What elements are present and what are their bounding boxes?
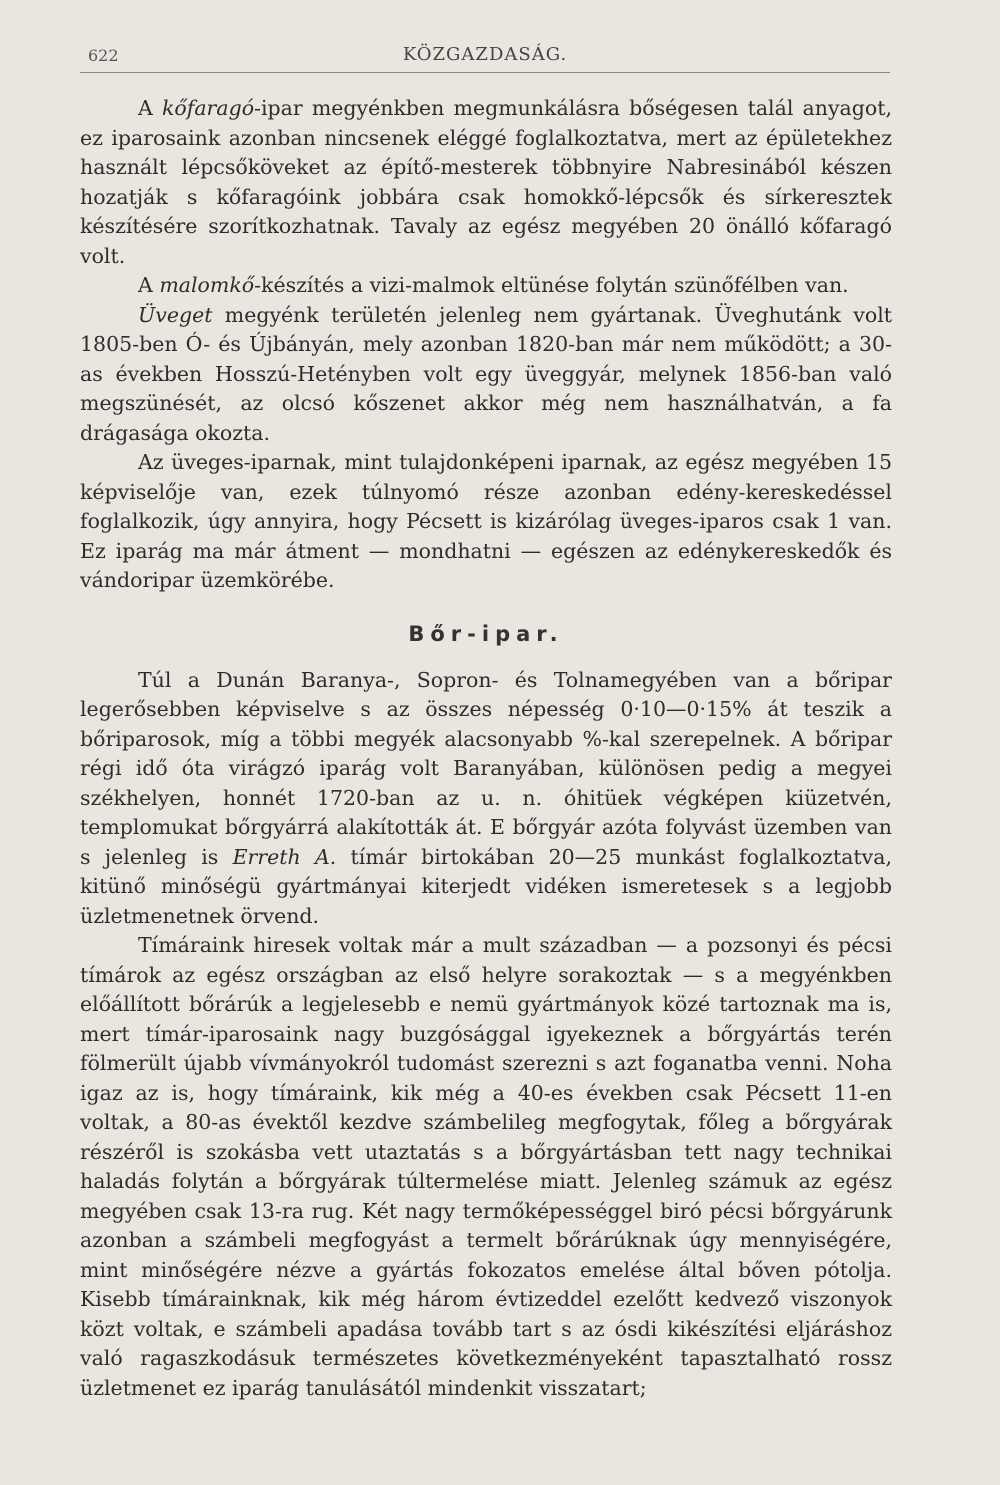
- paragraph-malomko: A malomkő-készítés a vizi-malmok eltünése folytán szünőfélben van.: [138, 273, 849, 297]
- emphasis-term: Üveget: [138, 302, 213, 327]
- emphasis-term: malomkő: [159, 273, 255, 297]
- running-title: KÖZGAZDASÁG.: [402, 44, 568, 65]
- emphasis-term: kőfaragó: [161, 96, 255, 120]
- paragraph-uveg: Üveget megyénk területén jelenleg nem gyártanak. Üveghutánk volt 1805-ben Ó- és Újbányán, mely azonban 1820-ban már nem működött; a 30-as években Hosszú-Hetényben volt egy üveggyár, melynek 1856-ban való megszünését, az olcsó kőszenet akkor még nem használhatván, a fa drágasága okozta.: [80, 302, 892, 445]
- paragraph-uveges-ipar: Az üveges-iparnak, mint tulajdonképeni iparnak, az egész megyében 15 képviselője van, ezek túlnyomó része azonban edény-kereskedéssel foglalkozik, úgy annyira, hogy Pécsett is kizárólag üveges-iparos csak 1 van. Ez iparág ma már átment — mondhatni — egészen az edénykereskedők és vándoripar üzemkörébe.: [80, 450, 892, 592]
- paragraph-kofarago: A kőfaragó-ipar megyénkben megmunkálásra bőségesen talál anyagot, ez iparosaink azonban nincsenek eléggé foglalkoztatva, mert az épületekhez használt lépcsőköveket az építő-mesterek többnyire Nabresinából készen hozatják s kőfaragóink jobbára csak homokkő-lépcsők és sírkeresztek készítésére szorítkozhatnak. Tavaly az egész megyében 20 önálló kőfaragó volt.: [80, 96, 892, 268]
- page-header: [80, 44, 890, 73]
- paragraph-timaraink: Tímáraink hiresek voltak már a mult században — a pozsonyi és pécsi tímárok az egész országban az első helyre sorakoztak — s a megyénkben előállított bőrárúk a legjelesebb e nemü gyártmányok közé tartoznak ma is, mert tímár-iparosaink nagy buzgósággal igyekeznek a bőrgyártás terén fölmerült újabb vívmányokról tudomást szerezni s azt foganatba venni. Noha igaz az is, hogy tímáraink, kik még a 40-es években csak Pécsett 11-en voltak, a 80-as évektől kezdve számbelileg megfogytak, főleg a bőrgyárak részéről is szokásba vett utaztatás s a bőrgyártásban tett nagy technikai haladás folytán a bőrgyárak túltermelése miatt. Jelenleg számuk az egész megyében csak 13-ra rug. Két nagy termőképességgel biró pécsi bőrgyárunk azonban a számbeli megfogyást a termelt bőrárúknak úgy mennyiségére, mint minőségére nézve a gyártás fokozatos emelése által bőven pótolja. Kisebb tímárainknak, kik még három évtizeddel ezelőtt kedvező viszonyok közt voltak, e számbeli apadása tovább tart s az ósdi kikészítési eljáráshoz való ragaszkodásuk természetes következményeként tapasztalható rossz üzletmenet ez iparág tanulásától mindenkit visszatart;: [80, 933, 892, 1400]
- section-heading: Bőr-ipar.: [408, 621, 564, 646]
- paragraph-boripar: Túl a Dunán Baranya-, Sopron- és Tolnamegyében van a bőripar legerősebben képviselve s az összes népesség 0·10—0·15% át teszik a bőriparosok, míg a többi megyék alacsonyabb %-kal szerepelnek. A bőripar régi idő óta virágzó iparág volt Baranyában, különösen pedig a megyei székhelyen, honnét 1720-ban az u. n. óhitüek végképen kiüzetvén, templomukat bőrgyárrá alakították át. E bőrgyár azóta folyvást üzemben van s jelenleg is Erreth A. tímár birtokában 20—25 munkást foglalkoztatva, kitünő minőségü gyártmányai kiterjedt vidéken ismeretesek s a legjobb üzletmenetnek örvend.: [80, 667, 892, 928]
- page-number: 622: [88, 46, 119, 65]
- emphasis-name: Erreth A.: [232, 844, 337, 869]
- body-text: [80, 94, 892, 1403]
